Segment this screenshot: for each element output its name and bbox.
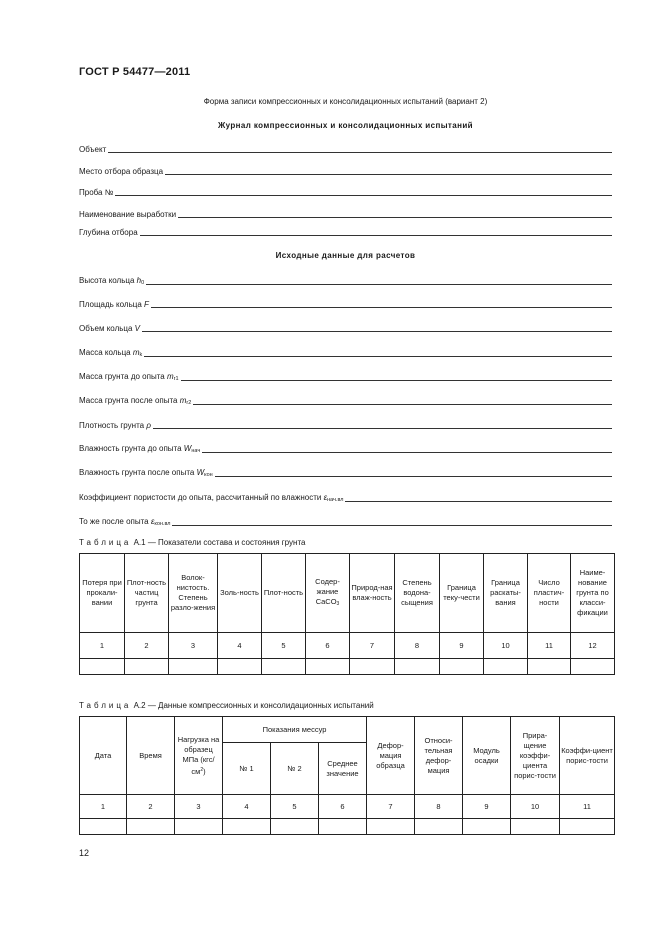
field-subscript: r2 <box>186 400 192 406</box>
column-number: 6 <box>306 633 350 659</box>
table1-number-row <box>80 633 615 659</box>
column-number: 8 <box>415 795 463 819</box>
column-number: 7 <box>350 633 395 659</box>
table-cell <box>440 659 484 675</box>
standard-number: ГОСТ Р 54477—2011 <box>79 66 191 78</box>
field-subscript: 0 <box>141 280 145 286</box>
column-number: 7 <box>367 795 415 819</box>
field-label: Масса грунта после опыта <box>79 396 180 405</box>
table-soil-properties <box>79 553 615 675</box>
table-header-cell: Время <box>127 717 175 795</box>
column-number: 5 <box>262 633 306 659</box>
column-number: 6 <box>319 795 367 819</box>
field-label: Объем кольца <box>79 324 135 333</box>
column-number: 5 <box>271 795 319 819</box>
table-cell <box>175 819 223 835</box>
fill-line <box>108 152 612 153</box>
table-cell <box>528 659 571 675</box>
fill-line <box>140 235 612 236</box>
column-number: 12 <box>571 633 615 659</box>
field-soil-mass-before <box>79 370 612 382</box>
field-label: То же после опыта <box>79 517 151 526</box>
field-subscript: кон.вл <box>154 521 171 527</box>
field-subscript: k <box>139 352 143 358</box>
field-symbol: ρ <box>146 421 151 430</box>
field-label: Наименование выработки <box>79 210 177 219</box>
column-number: 1 <box>80 795 127 819</box>
field-porosity-before <box>79 491 612 503</box>
fill-line <box>146 284 612 285</box>
field-subscript: нач.вл <box>327 497 344 503</box>
field-label: Плотность грунта <box>79 421 147 430</box>
field-label: Место отбора образца <box>79 167 164 176</box>
table-cell <box>319 819 367 835</box>
table-header-cell: Дата <box>80 717 127 795</box>
fill-line <box>165 174 612 175</box>
caption-prefix: Таблица <box>79 701 132 710</box>
table-header-cell: Дефор-мация образца <box>367 717 415 795</box>
field-ring-area <box>79 297 612 309</box>
table1-header-row <box>80 554 615 633</box>
fill-line <box>202 452 612 453</box>
field-moisture-before <box>79 442 612 454</box>
table-cell <box>463 819 511 835</box>
field-ring-height <box>79 274 612 286</box>
field-subscript: кон <box>204 472 213 478</box>
fill-line <box>345 501 612 502</box>
fill-line <box>181 380 613 381</box>
field-symbol: h <box>136 276 142 285</box>
column-number: 4 <box>218 633 262 659</box>
table-cell <box>511 819 560 835</box>
column-number: 3 <box>175 795 223 819</box>
table-header-cell: Плот-ность <box>262 554 306 633</box>
column-number: 9 <box>463 795 511 819</box>
section-title: Исходные данные для расчетов <box>275 251 416 260</box>
field-label: Влажность грунта до опыта <box>79 444 184 453</box>
table-header-cell: Коэффи-циент порис-тости <box>560 717 615 795</box>
table-cell <box>395 659 440 675</box>
field-symbol: V <box>134 324 141 333</box>
column-number: 9 <box>440 633 484 659</box>
field-symbol: W <box>183 444 192 453</box>
table-cell <box>367 819 415 835</box>
field-label: Глубина отбора <box>79 228 138 237</box>
table-cell <box>169 659 218 675</box>
field-label: Высота кольца <box>79 276 137 285</box>
table-cell <box>127 819 175 835</box>
table-header-cell: Природ-ная влаж-ность <box>350 554 395 633</box>
column-number: 2 <box>127 795 175 819</box>
table-cell <box>218 659 262 675</box>
field-label: Масса кольца <box>79 348 133 357</box>
table-header-cell: Плот-ность частиц грунта <box>125 554 169 633</box>
table-cell <box>484 659 528 675</box>
table-header-cell: Наиме-нование грунта по класси-фикации <box>571 554 615 633</box>
field-porosity-after <box>79 515 612 527</box>
fill-line <box>178 217 612 218</box>
fill-line <box>144 356 612 357</box>
table-cell <box>262 659 306 675</box>
column-number: 2 <box>125 633 169 659</box>
field-symbol: m <box>132 348 140 357</box>
table-cell <box>80 659 125 675</box>
table-cell <box>306 659 350 675</box>
field-ring-volume <box>79 321 612 333</box>
fill-line <box>115 195 612 196</box>
table-header-cell: Относи-тельная дефор-мация <box>415 717 463 795</box>
field-label: Объект <box>79 145 107 154</box>
field-sampling-depth <box>79 225 612 237</box>
table2-number-row <box>80 795 615 819</box>
caption-text: А.2 — Данные компрессионных и консолидационных испытаний <box>131 701 374 710</box>
table-header-cell: № 2 <box>271 743 319 795</box>
fill-line <box>172 525 612 526</box>
caption-text: А.1 — Показатели состава и состояния грунта <box>131 538 306 547</box>
field-symbol: ε <box>150 517 155 526</box>
field-symbol: m <box>179 396 187 405</box>
field-excavation-name <box>79 207 612 219</box>
column-number: 4 <box>223 795 271 819</box>
page-number: 12 <box>79 848 90 858</box>
field-subscript: нач <box>191 448 201 454</box>
table-cell <box>80 819 127 835</box>
table-header-cell: Нагрузка на образец МПа $(кгс/см^2)$ <box>175 717 223 795</box>
table-cell <box>271 819 319 835</box>
field-symbol: ε <box>323 493 328 502</box>
field-sample-location <box>79 164 612 176</box>
table-header-cell: Модуль осадки <box>463 717 511 795</box>
field-sample-number <box>79 185 612 197</box>
table2-empty-row <box>80 819 615 835</box>
table-cell <box>571 659 615 675</box>
fill-line <box>142 331 612 332</box>
table2-caption <box>79 701 374 710</box>
column-number: 11 <box>560 795 615 819</box>
field-ring-mass <box>79 346 612 358</box>
table-cell <box>415 819 463 835</box>
table-header-cell: Показания мессур <box>223 717 367 743</box>
column-number: 3 <box>169 633 218 659</box>
field-object <box>79 142 612 154</box>
table-header-cell: Волок-нистость. Степень разло-жения <box>169 554 218 633</box>
table1-caption <box>79 538 305 547</box>
field-symbol: F <box>144 300 149 309</box>
fill-line <box>153 428 612 429</box>
table1-empty-row <box>80 659 615 675</box>
column-number: 10 <box>511 795 560 819</box>
table-header-cell: Граница раскаты-вания <box>484 554 528 633</box>
table-header-cell: Граница теку-чести <box>440 554 484 633</box>
table-header-cell: Прира-щение коэффи-циента порис-тости <box>511 717 560 795</box>
field-soil-density <box>79 418 612 430</box>
field-label: Влажность грунта после опыта <box>79 468 197 477</box>
form-subtitle: Форма записи компрессионных и консолидационных испытаний (вариант 2) <box>203 97 488 106</box>
table-header-cell: Число пластич-ности <box>528 554 571 633</box>
caption-prefix: Таблица <box>79 538 132 547</box>
table-header-cell: № 1 <box>223 743 271 795</box>
field-symbol: W <box>196 468 205 477</box>
field-label: Коэффициент пористости до опыта, рассчитанный по влажности <box>79 493 324 502</box>
column-number: 8 <box>395 633 440 659</box>
field-symbol: m <box>166 372 174 381</box>
table-header-cell: Степень водона-сыщения <box>395 554 440 633</box>
column-number: 1 <box>80 633 125 659</box>
field-moisture-after <box>79 466 612 478</box>
field-soil-mass-after <box>79 394 612 406</box>
fill-line <box>151 307 612 308</box>
field-label: Площадь кольца <box>79 300 144 309</box>
field-subscript: r1 <box>173 376 179 382</box>
field-label: Проба № <box>79 188 114 197</box>
table2-header-row-1 <box>80 717 615 743</box>
table-cell <box>223 819 271 835</box>
table-cell <box>125 659 169 675</box>
table-header-cell: Золь-ность <box>218 554 262 633</box>
table-cell <box>350 659 395 675</box>
column-number: 11 <box>528 633 571 659</box>
field-label: Масса грунта до опыта <box>79 372 167 381</box>
fill-line <box>193 404 612 405</box>
column-number: 10 <box>484 633 528 659</box>
table-header-cell: Потеря при прокали-вании <box>80 554 125 633</box>
table-cell <box>560 819 615 835</box>
journal-title: Журнал компрессионных и консолидационных испытаний <box>218 121 473 130</box>
table-header-cell: Среднее значение <box>319 743 367 795</box>
fill-line <box>215 476 612 477</box>
table-header-cell: Содер-жание CaCO$_3$ <box>306 554 350 633</box>
table-compression-data <box>79 716 615 835</box>
